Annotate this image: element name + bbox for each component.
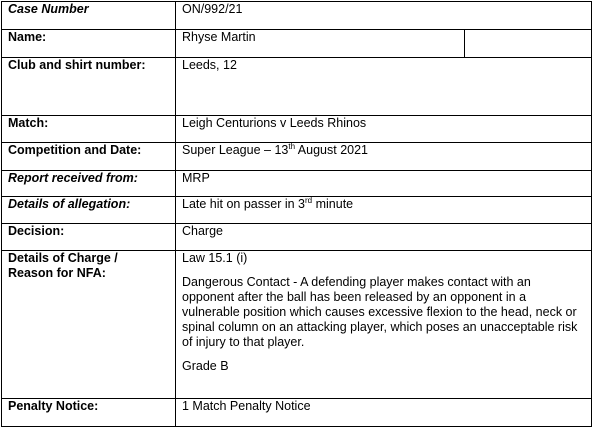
decision-value: Charge	[176, 224, 592, 251]
row-competition	[2, 143, 592, 171]
report-from-value: MRP	[176, 171, 592, 197]
row-report-from	[2, 171, 592, 197]
competition-value	[176, 143, 592, 171]
charge-label-line2: Reason for NFA:	[8, 266, 106, 280]
name-extra-cell	[465, 30, 592, 58]
row-decision	[2, 224, 592, 251]
charge-value	[176, 251, 592, 399]
row-name	[2, 30, 592, 58]
competition-date-suffix: th	[288, 141, 296, 151]
charge-law: Law 15.1 (i)	[182, 251, 248, 265]
allegation-label: Details of allegation:	[2, 197, 176, 224]
club-value: Leeds, 12	[176, 58, 592, 116]
club-label: Club and shirt number:	[2, 58, 176, 116]
name-label: Name:	[2, 30, 176, 58]
penalty-label: Penalty Notice:	[2, 399, 176, 427]
row-club	[2, 58, 592, 116]
row-allegation	[2, 197, 592, 224]
report-from-label: Report received from:	[2, 171, 176, 197]
charge-label-line1: Details of Charge /	[8, 251, 118, 265]
match-label: Match:	[2, 116, 176, 143]
case-number-value: ON/992/21	[176, 2, 592, 30]
case-number-label: Case Number	[2, 2, 176, 30]
charge-description: Dangerous Contact - A defending player makes contact with an opponent after the ball has been released by an opponent in a vulnerable position which causes excessive flexion to the head, neck or spinal column on an attacking player, which poses an unacceptable risk of injury to that player.	[182, 275, 578, 349]
row-charge	[2, 251, 592, 399]
allegation-suffix: rd	[305, 195, 313, 205]
charge-grade: Grade B	[182, 359, 229, 373]
row-penalty	[2, 399, 592, 427]
decision-label: Decision:	[2, 224, 176, 251]
row-case-number	[2, 2, 592, 30]
competition-date-text: Super League – 13	[182, 143, 289, 157]
charge-label	[2, 251, 176, 399]
case-details-table	[1, 1, 592, 427]
competition-label: Competition and Date:	[2, 143, 176, 171]
allegation-rest: minute	[312, 197, 354, 211]
allegation-value	[176, 197, 592, 224]
penalty-value: 1 Match Penalty Notice	[176, 399, 592, 427]
row-match	[2, 116, 592, 143]
name-value: Rhyse Martin	[176, 30, 465, 58]
competition-date-rest: August 2021	[295, 143, 368, 157]
allegation-text: Late hit on passer in 3	[182, 197, 305, 211]
match-value: Leigh Centurions v Leeds Rhinos	[176, 116, 592, 143]
